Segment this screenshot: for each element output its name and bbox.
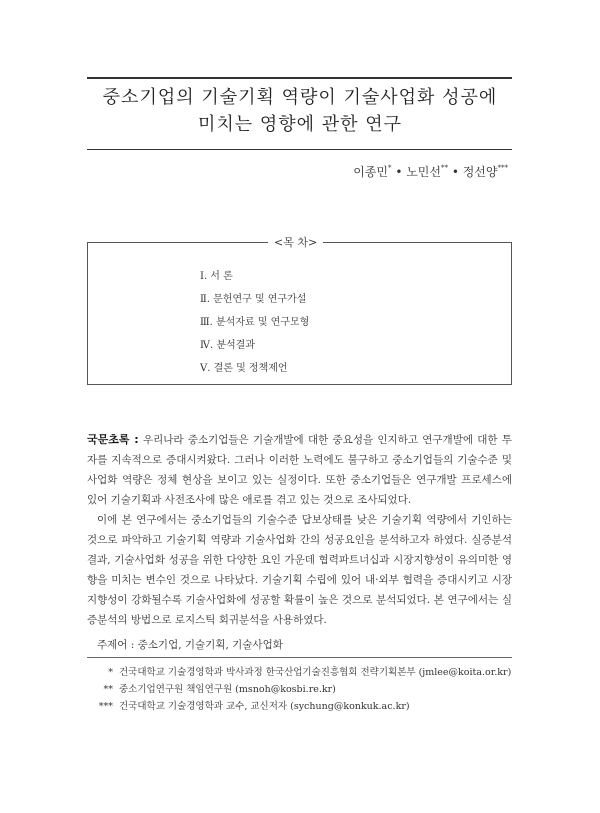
- toc-item: Ⅱ. 문헌연구 및 연구가설: [200, 294, 307, 305]
- toc-list: [200, 265, 309, 380]
- author-separator: •: [391, 165, 407, 179]
- keywords: 주제어 : 중소기업, 기술기획, 기술사업화: [97, 639, 283, 651]
- author-list: [353, 163, 508, 180]
- toc-item: Ⅳ. 분석결과: [200, 340, 255, 351]
- footnote-mark: **: [103, 684, 113, 695]
- paper-title: [70, 84, 530, 138]
- toc-item: Ⅲ. 분석자료 및 연구모형: [200, 317, 310, 328]
- footnote-rule: [87, 657, 512, 658]
- title-bottom-rule: [87, 149, 512, 150]
- author-mark: **: [441, 164, 448, 172]
- title-top-rule: [87, 77, 512, 79]
- footnote-mark: *: [108, 667, 113, 678]
- author-name: 정선양: [462, 165, 498, 179]
- title-line-2: 미치는 영향에 관한 연구: [197, 114, 403, 135]
- abstract-paragraph-2: 이에 본 연구에서는 중소기업들의 기술수준 답보상태를 낮은 기술기획 역량에서 기인하는 것으로 파악하고 기술기획 역량과 기술사업화 간의 성공요인을 분석하고자 하였다. 실증분석 결과, 기술사업화 성공을 위한 다양한 요인 가운데 협력파트너십과 시장지향성이 유의미한 영향을 미치는 변수인 것으로 나타났다. 기술기획 수립에 있어 내·외부 협력을 증대시키고 시장지향성이 강화될수록 기술사업화에 성공할 확률이 높은 것으로 분석되었다. 본 연구에서는 실증분석의 방법으로 로지스틱 회귀분석을 사용하였다.: [87, 514, 512, 626]
- author-name: 이종민: [353, 165, 388, 179]
- footnote-text: 건국대학교 기술경영학과 교수, 교신저자 (sychung@konkuk.ac.kr): [119, 701, 410, 712]
- footnote-mark: ***: [98, 701, 113, 712]
- abstract-text-1: 우리나라 중소기업들은 기술개발에 대한 중요성을 인지하고 연구개발에 대한 투자를 지속적으로 증대시켜왔다. 그러나 이러한 노력에도 불구하고 중소기업들의 기술수준 및 사업화 역량은 정체 현상을 보이고 있는 실정이다. 또한 중소기업들은 연구개발 프로세스에 있어 기술기획과 사전조사에 많은 애로를 겪고 있는 것으로 조사되었다.: [87, 434, 512, 506]
- title-line-1: 중소기업의 기술기획 역량이 기술사업화 성공에: [102, 87, 498, 108]
- footnote: [87, 664, 527, 681]
- abstract-paragraph-1: [87, 430, 512, 510]
- author-mark: *: [388, 164, 392, 172]
- abstract: [87, 430, 512, 630]
- author-name: 노민선: [406, 165, 441, 179]
- toc-item: Ⅰ. 서 론: [200, 271, 233, 282]
- author-separator: •: [448, 165, 463, 179]
- footnote: [87, 698, 527, 715]
- author-mark: ***: [497, 164, 508, 172]
- abstract-label: 국문초록 :: [87, 433, 139, 446]
- footnote-text: 건국대학교 기술경영학과 박사과정 한국산업기술진흥협회 전략기획본부 (jmlee@koita.or.kr): [119, 667, 512, 678]
- toc-title: <목 차>: [268, 234, 323, 250]
- footnote: [87, 681, 527, 698]
- toc-item: Ⅴ. 결론 및 정책제언: [200, 363, 288, 374]
- footnotes: [87, 664, 527, 715]
- footnote-text: 중소기업연구원 책임연구원 (msnoh@kosbi.re.kr): [119, 684, 336, 695]
